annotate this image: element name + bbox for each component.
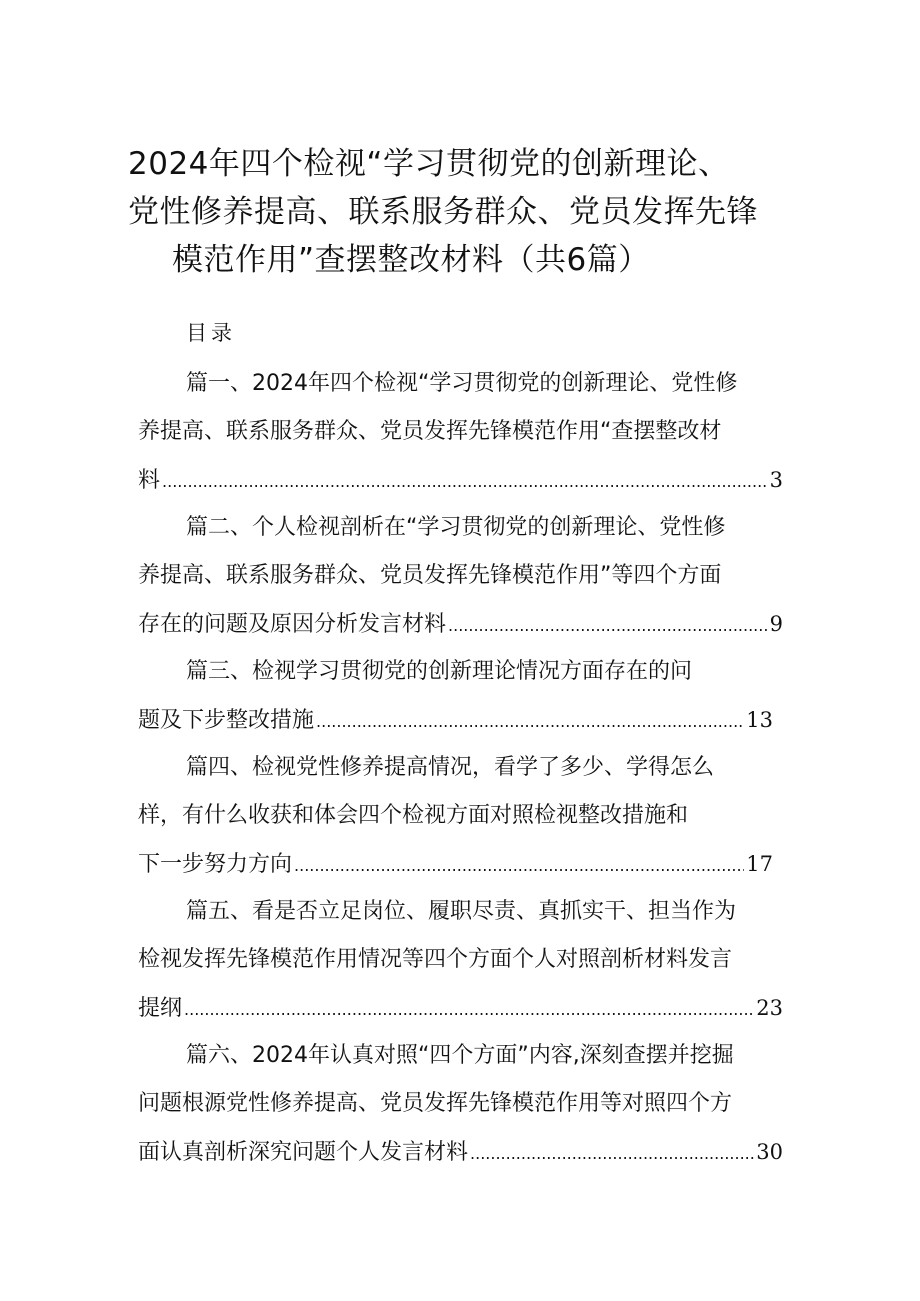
toc-leader-dots (448, 602, 768, 650)
toc-leader-dots (316, 698, 744, 746)
toc-entry-4[interactable] (138, 744, 783, 888)
document-title (128, 140, 798, 284)
toc-entry-line: 篇一、2024年四个检视“学习贯彻党的创新理论、党性修 (186, 371, 738, 396)
toc-entry-2[interactable] (138, 504, 783, 648)
toc-entry-line: 样，有什么收获和体会四个检视方面对照检视整改措施和 (138, 803, 689, 828)
title-line-3: 模范作用”查摆整改材料（共6篇） (172, 242, 650, 278)
title-line-1: 2024年四个检视“学习贯彻党的创新理论、 (128, 146, 730, 182)
toc-page-number: 9 (769, 612, 783, 636)
toc-entry-last-line (138, 456, 783, 504)
toc-entry-line: 养提高、联系服务群众、党员发挥先锋模范作用“查摆整改材 (138, 419, 722, 444)
toc-page-number: 30 (756, 1140, 783, 1164)
toc-entry-line: 篇六、2024年认真对照“四个方面”内容,深刻查摆并挖掘 (186, 1043, 734, 1068)
toc-entry-6[interactable] (138, 1032, 783, 1176)
toc-leader-dots (162, 458, 768, 506)
toc-entry-line: 篇五、看是否立足岗位、履职尽责、真抓实干、担当作为 (186, 899, 737, 924)
toc-entry-line: 问题根源党性修养提高、党员发挥先锋模范作用等对照四个方 (138, 1091, 733, 1116)
toc-page-number: 3 (769, 468, 783, 492)
toc-entry-line: 面认真剖析深究问题个人发言材料 (138, 1140, 469, 1165)
title-line-2: 党性修养提高、联系服务群众、党员发挥先锋 (128, 194, 758, 230)
toc-entry-line: 提纲 (138, 996, 183, 1021)
table-of-contents (138, 360, 783, 1176)
toc-entry-last-line (138, 600, 783, 648)
toc-page-number: 17 (746, 852, 773, 876)
toc-leader-dots (294, 842, 744, 890)
toc-entry-last-line (138, 696, 773, 744)
toc-entry-last-line (138, 984, 783, 1032)
toc-entry-line: 篇二、个人检视剖析在“学习贯彻党的创新理论、党性修 (186, 515, 726, 540)
toc-entry-5[interactable] (138, 888, 783, 1032)
toc-leader-dots (184, 986, 754, 1034)
toc-entry-1[interactable] (138, 360, 783, 504)
toc-entry-line: 料 (138, 468, 161, 493)
toc-entry-last-line (138, 1128, 783, 1176)
toc-entry-line: 篇三、检视学习贯彻党的创新理论情况方面存在的问 (186, 659, 693, 684)
toc-entry-line: 养提高、联系服务群众、党员发挥先锋模范作用”等四个方面 (138, 563, 722, 588)
toc-entry-line: 检视发挥先锋模范作用情况等四个方面个人对照剖析材料发言 (138, 947, 733, 972)
toc-page-number: 13 (746, 708, 773, 732)
toc-entry-line: 题及下步整改措施 (138, 708, 315, 733)
toc-leader-dots (470, 1130, 754, 1178)
toc-entry-line: 篇四、检视党性修养提高情况，看学了多少、学得怎么 (186, 755, 715, 780)
toc-page-number: 23 (756, 996, 783, 1020)
toc-heading: 目录 (186, 321, 236, 345)
toc-entry-line: 存在的问题及原因分析发言材料 (138, 612, 447, 637)
toc-entry-3[interactable] (138, 648, 783, 744)
toc-entry-line: 下一步努力方向 (138, 852, 293, 877)
toc-entry-last-line (138, 840, 773, 888)
